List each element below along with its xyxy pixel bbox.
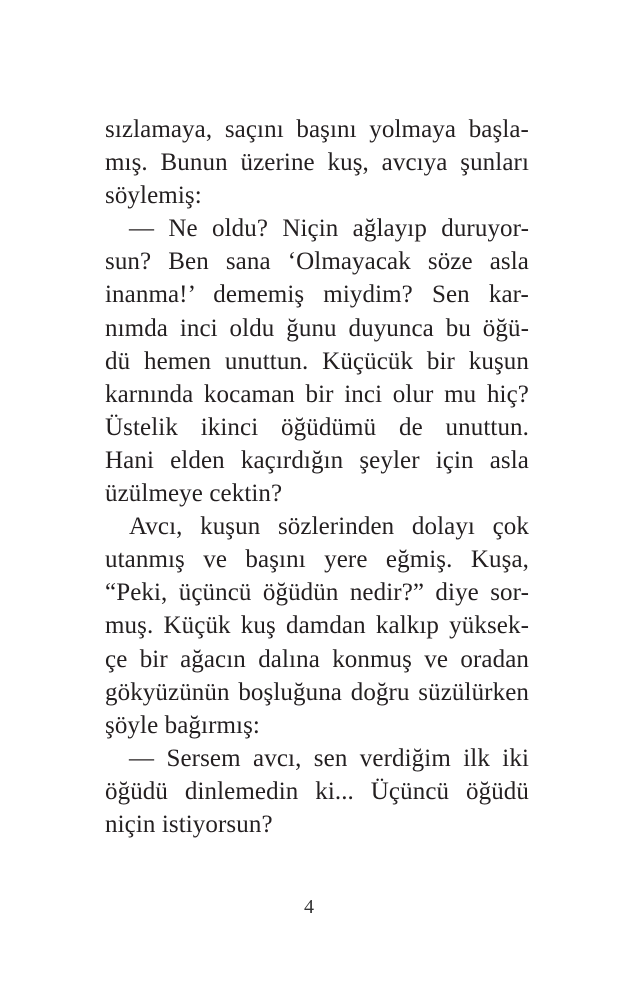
text-line: Hani elden kaçırdığın şeyler için asla xyxy=(105,446,529,474)
text-line: şöyle bağırmış: xyxy=(105,711,260,739)
text-line: söylemiş: xyxy=(105,182,202,210)
text-line: nımda inci oldu ğunu duyunca bu öğü- xyxy=(105,314,529,342)
text-line: niçin istiyorsun? xyxy=(105,810,273,838)
text-line: Üstelik ikinci öğüdümü de unuttun. xyxy=(105,413,529,441)
text-line: sun? Ben sana ‘Olmayacak söze asla xyxy=(105,248,529,276)
text-line: dü hemen unuttun. Küçücük bir kuşun xyxy=(105,347,529,375)
text-line: çe bir ağacın dalına konmuş ve oradan xyxy=(105,645,529,673)
text-line: gökyüzünün boşluğuna doğru süzülürken xyxy=(105,678,529,706)
text-line: öğüdü dinlemedin ki... Üçüncü öğüdü xyxy=(105,777,529,805)
text-line: utanmış ve başını yere eğmiş. Kuşa, xyxy=(105,546,529,574)
text-line: mış. Bunun üzerine kuş, avcıya şunları xyxy=(105,149,529,177)
text-line: inanma!’ dememiş miydim? Sen kar- xyxy=(105,281,529,309)
text-line: üzülmeye cektin? xyxy=(105,480,283,508)
text-line: — Ne oldu? Niçin ağlayıp duruyor- xyxy=(129,215,529,243)
text-line: — Sersem avcı, sen verdiğim ilk iki xyxy=(129,744,529,772)
page-body-text xyxy=(105,113,529,841)
page-number: 4 xyxy=(304,896,314,918)
text-line: muş. Küçük kuş damdan kalkıp yüksek- xyxy=(105,612,529,640)
text-line: karnında kocaman bir inci olur mu hiç? xyxy=(105,380,529,408)
text-line: Avcı, kuşun sözlerinden dolayı çok xyxy=(129,513,529,541)
text-line: “Peki, üçüncü öğüdün nedir?” diye sor- xyxy=(105,579,529,607)
text-line: sızlamaya, saçını başını yolmaya başla- xyxy=(105,116,529,143)
